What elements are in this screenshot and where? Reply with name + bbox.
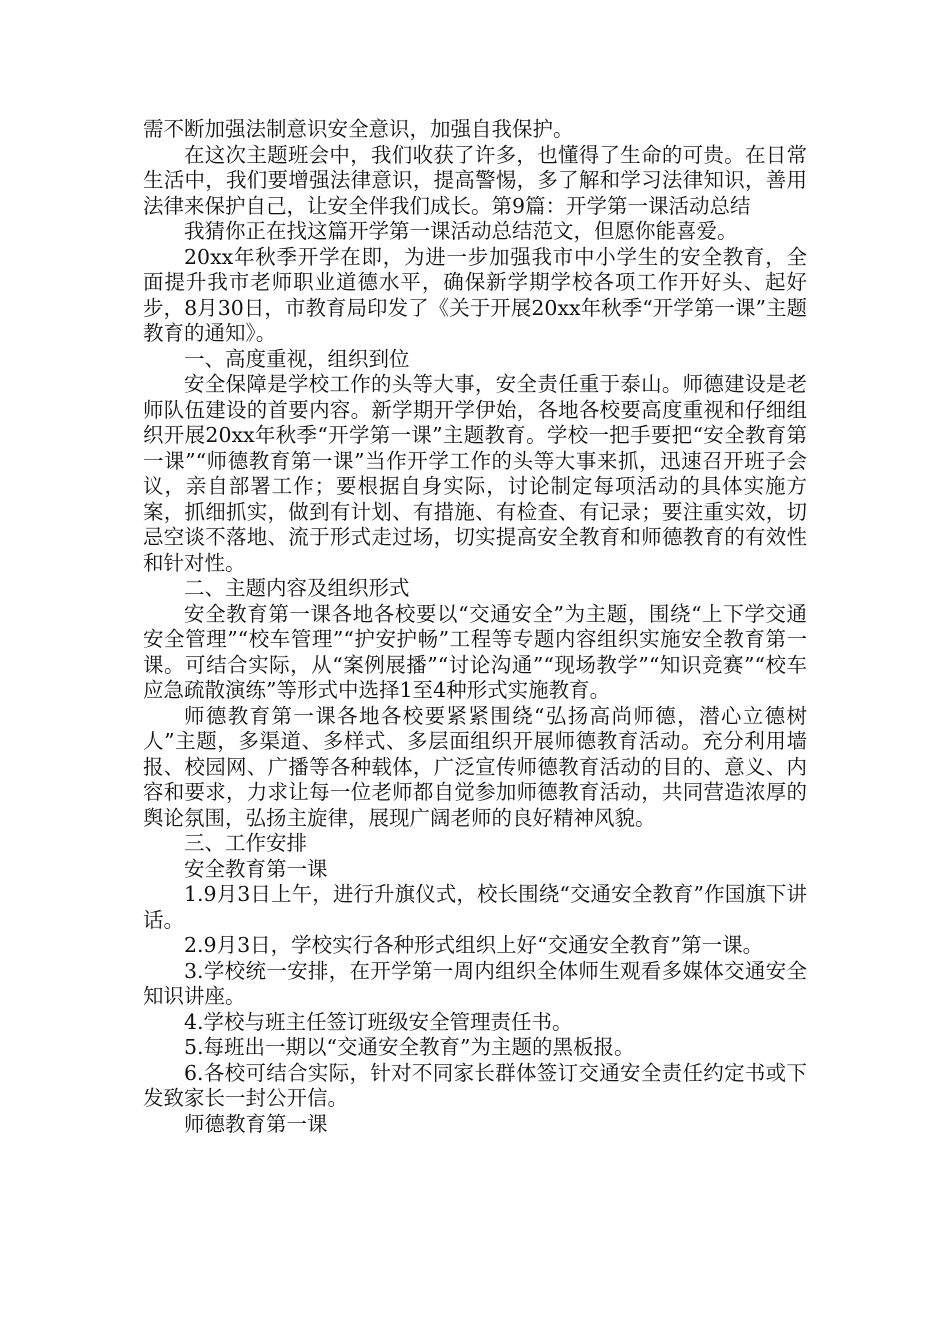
paragraph: 20xx年秋季开学在即，为进一步加强我市中小学生的安全教育，全面提升我市老师职业道德水平，确保新学期学校各项工作开好头、起好步，8月30日，市教育局印发了《关于开展20xx年秋季“开学第一课”主题教育的通知》。: [143, 244, 807, 345]
list-item: 2.9月3日，学校实行各种形式组织上好“交通安全教育”第一课。: [184, 933, 764, 957]
subsection-heading: 安全教育第一课: [184, 856, 328, 881]
section-heading: 三、工作安排: [184, 831, 307, 855]
paragraph: 在这次主题班会中，我们收获了许多，也懂得了生命的可贵。在日常生活中，我们要增强法律意识，提高警惕，多了解和学习法律知识，善用法律来保护自己，让安全伴我们成长。第9篇：开学第一课活动总结: [143, 142, 807, 218]
list-item: 3.学校统一安排，在开学第一周内组织全体师生观看多媒体交通安全知识讲座。: [143, 958, 807, 1008]
list-item: 4.学校与班主任签订班级安全管理责任书。: [184, 1009, 573, 1034]
paragraph: 师德教育第一课各地各校要紧紧围绕“弘扬高尚师德，潜心立德树人”主题，多渠道、多样式、多层面组织开展师德教育活动。充分利用墙报、校园网、广播等各种载体，广泛宣传师德教育活动的目的、意义、内容和要求，力求让每一位老师都自觉参加师德教育活动，共同营造浓厚的舆论氛围，弘扬主旋律，展现广阔老师的良好精神风貌。: [143, 703, 807, 830]
list-item: 5.每班出一期以“交通安全教育”为主题的黑板报。: [184, 1035, 635, 1059]
subsection-heading: 师德教育第一课: [184, 1111, 328, 1136]
list-item: 1.9月3日上午，进行升旗仪式，校长围绕“交通安全教育”作国旗下讲话。: [143, 882, 807, 932]
section-heading: 二、主题内容及组织形式: [184, 576, 410, 600]
list-item: 6.各校可结合实际，针对不同家长群体签订交通安全责任约定书或下发致家长一封公开信。: [143, 1060, 807, 1110]
paragraph: 安全保障是学校工作的头等大事，安全责任重于泰山。师德建设是老师队伍建设的首要内容。新学期开学伊始，各地各校要高度重视和仔细组织开展20xx年秋季“开学第一课”主题教育。学校一把手要把“安全教育第一课”“师德教育第一课”当作开学工作的头等大事来抓，迅速召开班子会议，亲自部署工作；要根据自身实际，讨论制定每项活动的具体实施方案，抓细抓实，做到有计划、有措施、有检查、有记录；要注重实效，切忌空谈不落地、流于形式走过场，切实提高安全教育和师德教育的有效性和针对性。: [143, 372, 807, 575]
section-heading: 一、高度重视，组织到位: [184, 346, 410, 371]
document-page: [143, 117, 807, 1137]
paragraph: 安全教育第一课各地各校要以“交通安全”为主题，围绕“上下学交通安全管理”“校车管理”“护安护畅”工程等专题内容组织实施安全教育第一课。可结合实际，从“案例展播”“讨论沟通”“现场教学”“知识竞赛”“校车应急疏散演练”等形式中选择1至4种形式实施教育。: [143, 601, 807, 702]
paragraph: 我猜你正在找这篇开学第一课活动总结范文，但愿你能喜爱。: [184, 219, 738, 243]
paragraph: 需不断加强法制意识安全意识，加强自我保护。: [143, 117, 574, 141]
